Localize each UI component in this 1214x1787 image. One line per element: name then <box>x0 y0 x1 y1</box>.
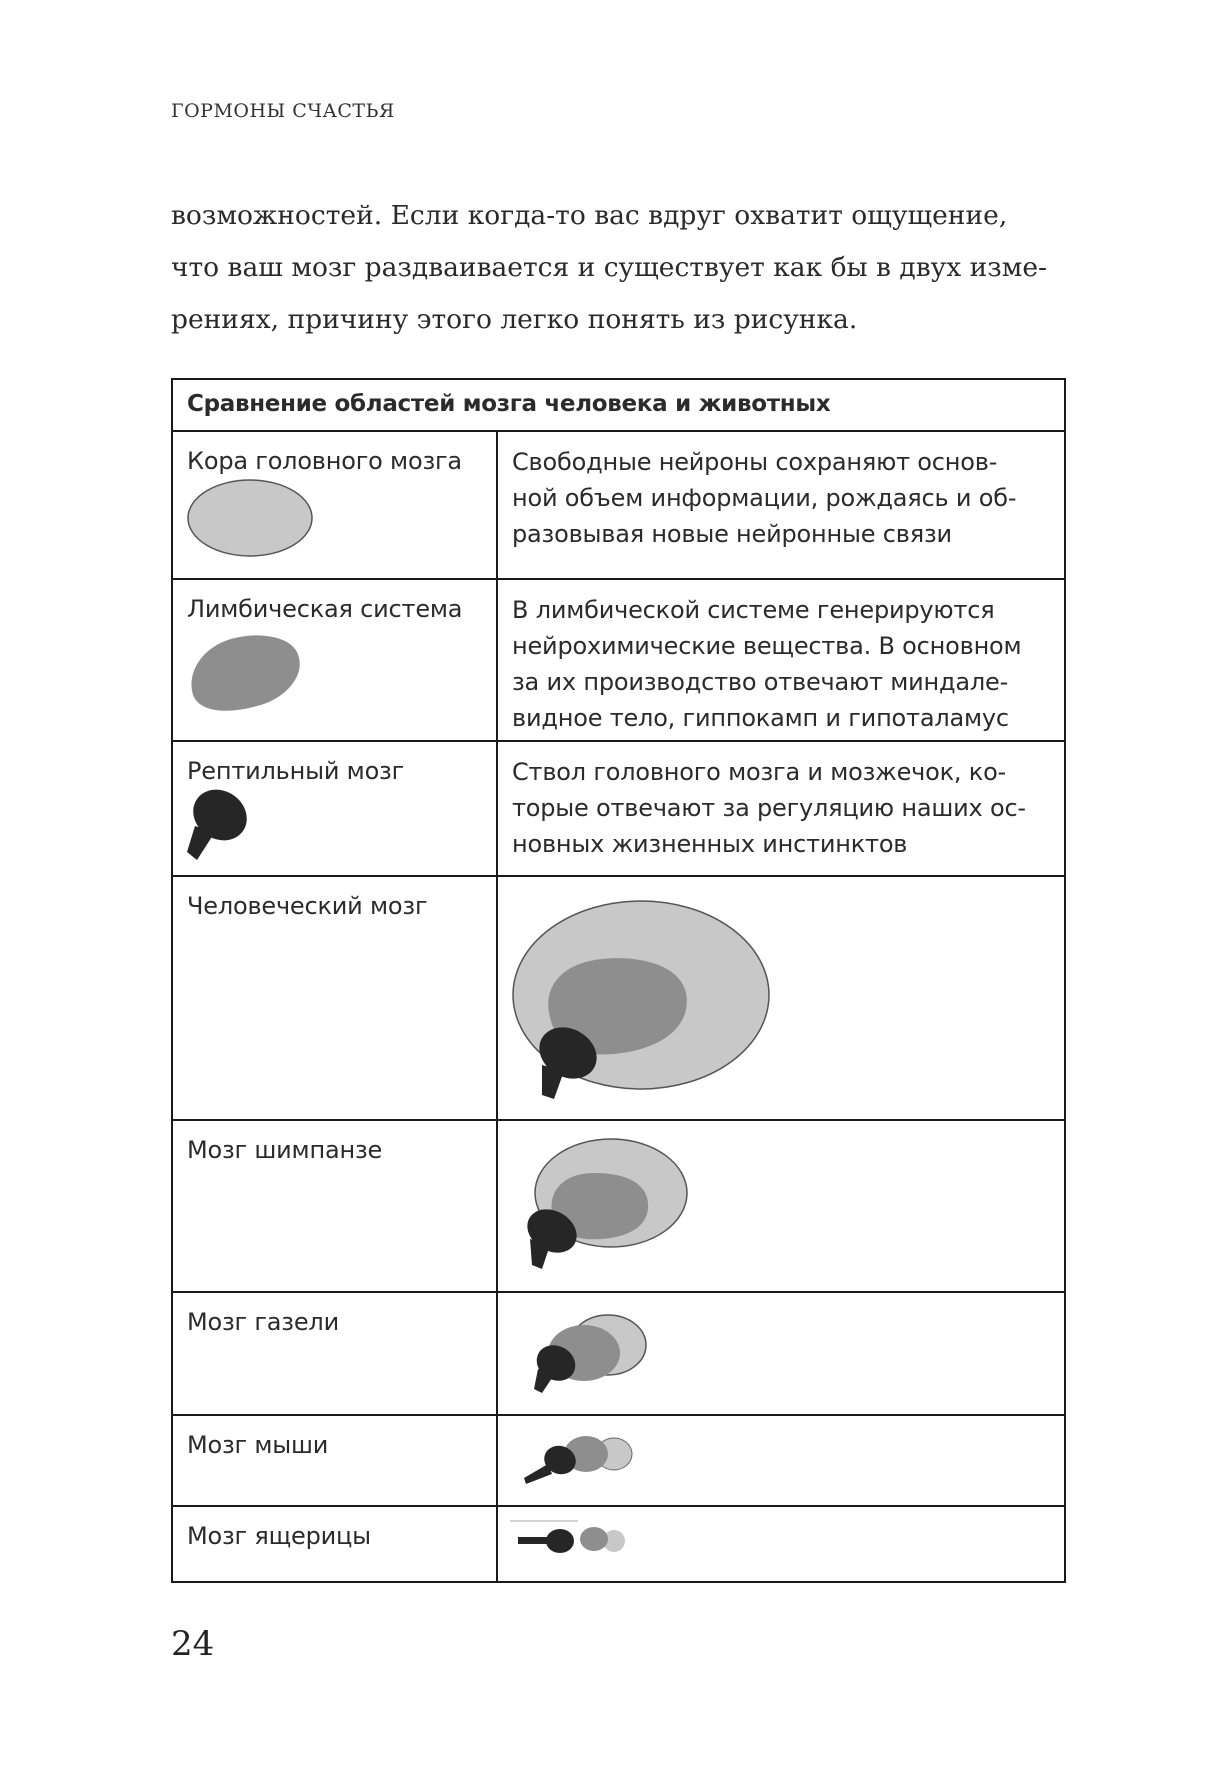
table-row <box>172 1506 1065 1582</box>
row-figure-cell <box>497 1415 1065 1506</box>
row-figure-cell <box>497 876 1065 1120</box>
row-description-cell <box>497 741 1065 876</box>
row-label-cell <box>172 431 497 579</box>
brain-comparison-table <box>171 378 1066 1583</box>
row-name: Мозг шимпанзе <box>187 1136 383 1164</box>
description-line: торые отвечают за регуляцию наших ос- <box>512 794 1026 822</box>
description-line: видное тело, гиппокамп и гипоталамус <box>512 704 1009 732</box>
table-title: Сравнение областей мозга человека и животных <box>172 379 1065 431</box>
limbic-blob-icon <box>173 626 373 721</box>
row-label-cell <box>172 1415 497 1506</box>
row-label-cell <box>172 1506 497 1582</box>
row-name: Мозг газели <box>187 1308 339 1336</box>
cortex-oval-icon <box>173 478 373 568</box>
row-figure-cell <box>497 1506 1065 1582</box>
lizard-brain-figure <box>498 1507 1063 1577</box>
description-line: Ствол головного мозга и мозжечок, ко- <box>512 758 1007 786</box>
table-row <box>172 431 1065 579</box>
gazelle-brain-figure <box>498 1293 1063 1411</box>
row-name: Человеческий мозг <box>187 892 428 920</box>
row-name: Кора головного мозга <box>187 447 462 475</box>
body-paragraph <box>171 190 1071 346</box>
mouse-brain-figure <box>498 1416 1063 1502</box>
row-label-cell <box>172 1292 497 1415</box>
table-row <box>172 579 1065 741</box>
description-line: новных жизненных инстинктов <box>512 830 908 858</box>
table-row <box>172 1415 1065 1506</box>
description-line: разовывая новые нейронные связи <box>512 520 952 548</box>
body-line: возможностей. Если когда-то вас вдруг охватит ощущение, <box>171 200 1008 231</box>
table-row <box>172 876 1065 1120</box>
description-line: В лимбической системе генерируются <box>512 596 995 624</box>
row-label-cell <box>172 1120 497 1292</box>
row-figure-cell <box>497 1292 1065 1415</box>
human-brain-figure <box>498 877 1063 1115</box>
body-line: рениях, причину этого легко понять из рисунка. <box>171 304 858 335</box>
row-label-cell <box>172 876 497 1120</box>
row-name: Лимбическая система <box>187 595 463 623</box>
description-line: за их производство отвечают миндале- <box>512 668 1009 696</box>
running-title: ГОРМОНЫ СЧАСТЬЯ <box>171 100 395 122</box>
row-label-cell <box>172 579 497 741</box>
row-description-cell <box>497 579 1065 741</box>
row-description-cell <box>497 431 1065 579</box>
table-row <box>172 741 1065 876</box>
row-figure-cell <box>497 1120 1065 1292</box>
row-name: Мозг мыши <box>187 1431 329 1459</box>
row-label-cell <box>172 741 497 876</box>
description-line: Свободные нейроны сохраняют основ- <box>512 448 998 476</box>
row-name: Мозг ящерицы <box>187 1522 371 1550</box>
table-row <box>172 1120 1065 1292</box>
table-row <box>172 1292 1065 1415</box>
body-line: что ваш мозг раздваивается и существует как бы в двух изме- <box>171 252 1047 283</box>
reptilian-brain-icon <box>173 788 373 868</box>
description-line: ной объем информации, рождаясь и об- <box>512 484 1017 512</box>
chimpanzee-brain-figure <box>498 1121 1063 1287</box>
page-number: 24 <box>171 1624 215 1664</box>
description-line: нейрохимические вещества. В основном <box>512 632 1022 660</box>
row-name: Рептильный мозг <box>187 757 405 785</box>
